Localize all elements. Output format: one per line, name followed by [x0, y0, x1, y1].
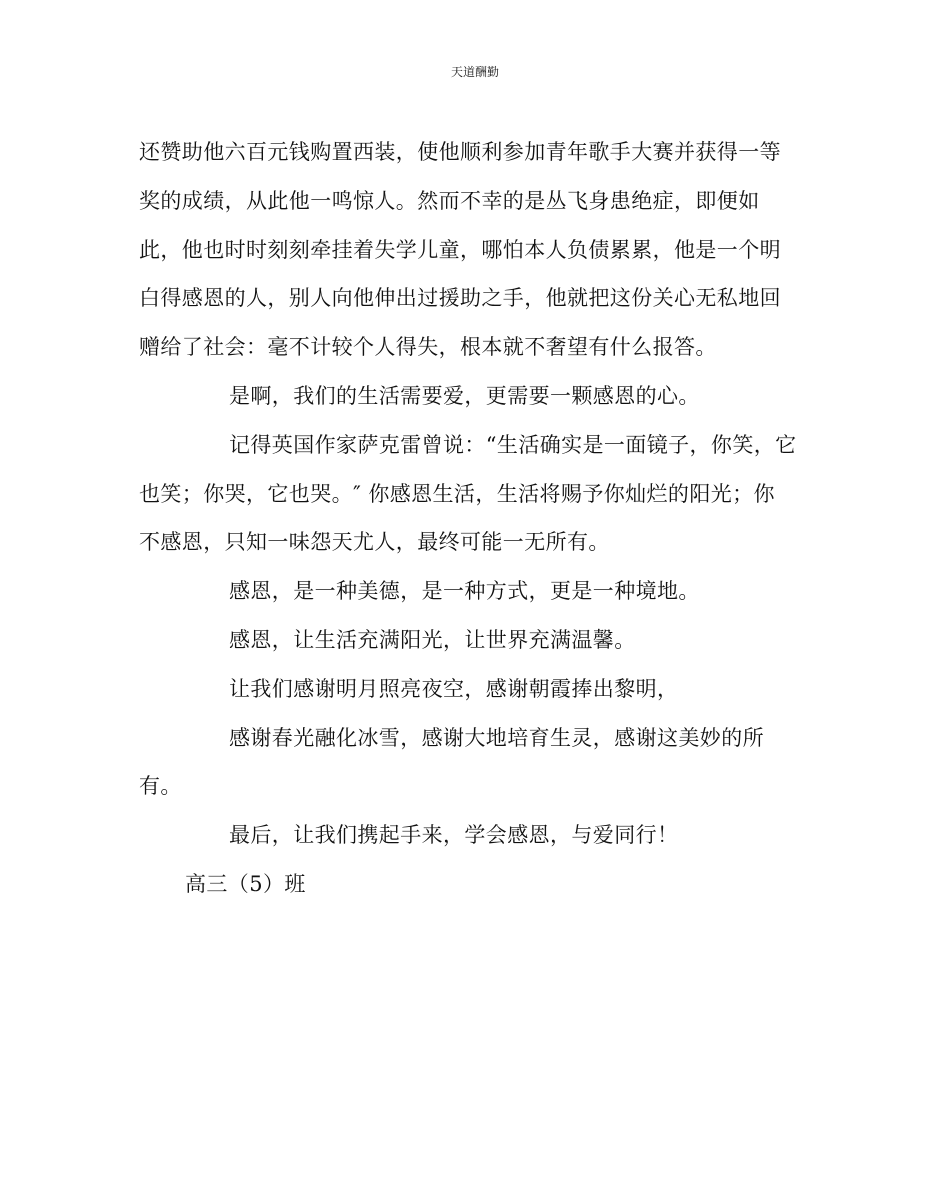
- paragraph-line: 还赞助他六百元钱购置西装，使他顺利参加青年歌手大赛并获得一等: [139, 140, 781, 164]
- paragraph-line: 不感恩，只知一味怨天尤人，最终可能一无所有。: [139, 530, 610, 555]
- document-body: [139, 128, 814, 909]
- paragraph-line: 有。: [139, 774, 182, 799]
- paragraph-line: 记得英国作家萨克雷曾说：“生活确实是一面镜子，你笑，它: [229, 432, 797, 457]
- page-header: 天道酬勤: [450, 65, 499, 79]
- paragraph-line: 赠给了社会：毫不计较个人得失，根本就不奢望有什么报答。: [139, 335, 717, 360]
- paragraph-line: 感谢春光融化冰雪，感谢大地培育生灵，感谢这美妙的所: [229, 725, 764, 750]
- paragraph-line: 是啊，我们的生活需要爱，更需要一颗感恩的心。: [229, 383, 700, 408]
- paragraph-line: 让我们感谢明月照亮夜空，感谢朝霞捧出黎明，: [229, 676, 679, 701]
- paragraph-line: 也笑；你哭，它也哭。″ 你感恩生活，生活将赐予你灿烂的阳光；你: [139, 481, 775, 506]
- paragraph-line: 奖的成绩，从此他一鸣惊人。然而不幸的是丛飞身患绝症，即便如: [139, 188, 760, 213]
- paragraph-line: 此，他也时时刻刻牵挂着失学儿童，哪怕本人负债累累，他是一个明: [139, 237, 781, 262]
- paragraph-line: 感恩，让生活充满阳光，让世界充满温馨。: [229, 627, 636, 652]
- signature-class: 高三（5）班: [185, 871, 306, 896]
- paragraph-line: 感恩，是一种美德，是一种方式，更是一种境地。: [229, 579, 700, 604]
- paragraph-line: 最后，让我们携起手来，学会感恩，与爱同行！: [229, 823, 679, 848]
- paragraph-line: 白得感恩的人，别人向他伸出过援助之手，他就把这份关心无私地回: [139, 286, 781, 311]
